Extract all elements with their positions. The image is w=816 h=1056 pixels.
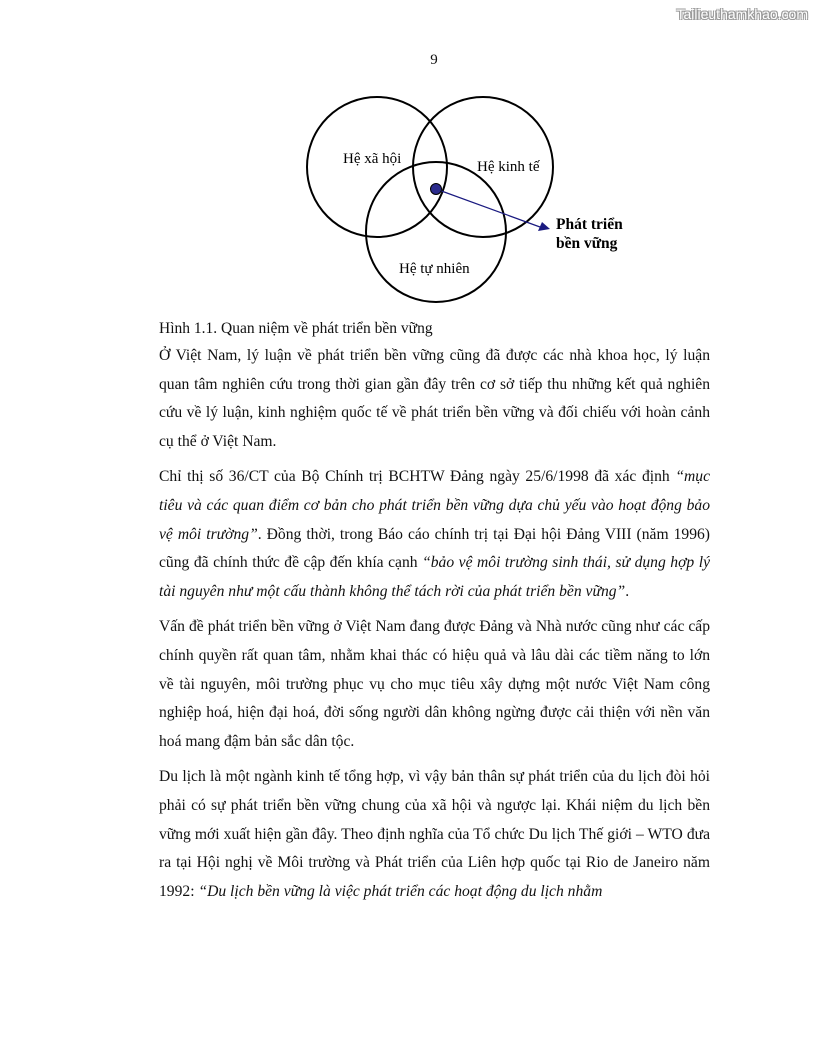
watermark: Tailieuthamkhao.com <box>676 6 808 22</box>
paragraph-2-quote-2: “bảo vệ môi trường sinh thái, sử dụng hợp lý tài nguyên như một cấu thành không thể tách rời của phát triển bền vững” <box>159 554 710 600</box>
paragraph-3: Vấn đề phát triển bền vững ở Việt Nam đang được Đảng và Nhà nước cũng như các cấp chính quyền rất quan tâm, nhằm khai thác có hiệu quả và lâu dài các tiềm năng to lớn về tài nguyên, môi trường phục vụ cho mục tiêu xây dựng một nước Việt Nam công nghiệp hoá, hiện đại hoá, đời sống người dân không ngừng được cải thiện với nền văn hoá mang đậm bản sắc dân tộc. <box>159 618 710 750</box>
paragraph-4-quote-1: “Du lịch bền vững là việc phát triển các hoạt động du lịch nhằm <box>198 882 603 900</box>
venn-diagram <box>300 92 660 307</box>
page-number: 9 <box>430 52 438 68</box>
paragraph-2 <box>159 463 710 606</box>
figure-caption: Hình 1.1. Quan niệm về phát triển bền vững <box>159 320 433 337</box>
economic-system-label: Hệ kinh tế <box>477 159 540 175</box>
paragraph-4 <box>159 763 710 906</box>
sustainable-label-line2: bền vững <box>556 235 618 252</box>
paragraph-2-text-1: Chỉ thị số 36/CT của Bộ Chính trị BCHTW Đảng ngày 25/6/1998 đã xác định <box>159 468 676 486</box>
body-text <box>159 342 710 913</box>
natural-system-label: Hệ tự nhiên <box>399 261 470 277</box>
sustainable-label-line1: Phát triển <box>556 216 623 233</box>
center-dot <box>431 184 442 195</box>
social-system-label: Hệ xã hội <box>343 151 402 167</box>
paragraph-2-quote-1: “mục tiêu và các quan điểm cơ bản cho phát triển bền vững dựa chủ yếu vào hoạt động bảo vệ môi trường” <box>159 468 710 543</box>
social-system-circle <box>307 97 447 237</box>
paragraph-2-text-2: . Đồng thời, trong Báo cáo chính trị tại Đại hội Đảng VIII (năm 1996) cũng đã chính thức đề cập đến khía cạnh <box>159 525 710 572</box>
paragraph-1: Ở Việt Nam, lý luận về phát triển bền vững cũng đã được các nhà khoa học, lý luận quan tâm nghiên cứu trong thời gian gần đây trên cơ sở tiếp thu những kết quả nghiên cứu về lý luận, kinh nghiệm quốc tế về phát triển bền vững và đối chiếu với hoàn cảnh cụ thể ở Việt Nam. <box>159 347 710 450</box>
arrow-line <box>436 189 540 227</box>
paragraph-4-text-1: Du lịch là một ngành kinh tế tổng hợp, vì vậy bản thân sự phát triển của du lịch đòi hỏi phải có sự phát triển bền vững chung của xã hội và ngược lại. Khái niệm du lịch bền vững mới xuất hiện gần đây. Theo định nghĩa của Tổ chức Du lịch Thế giới – WTO đưa ra tại Hội nghị về Môi trường và Phát triển của Liên hợp quốc tại Rio de Janeiro năm 1992: <box>159 768 710 900</box>
paragraph-2-text-3: . <box>625 582 630 600</box>
